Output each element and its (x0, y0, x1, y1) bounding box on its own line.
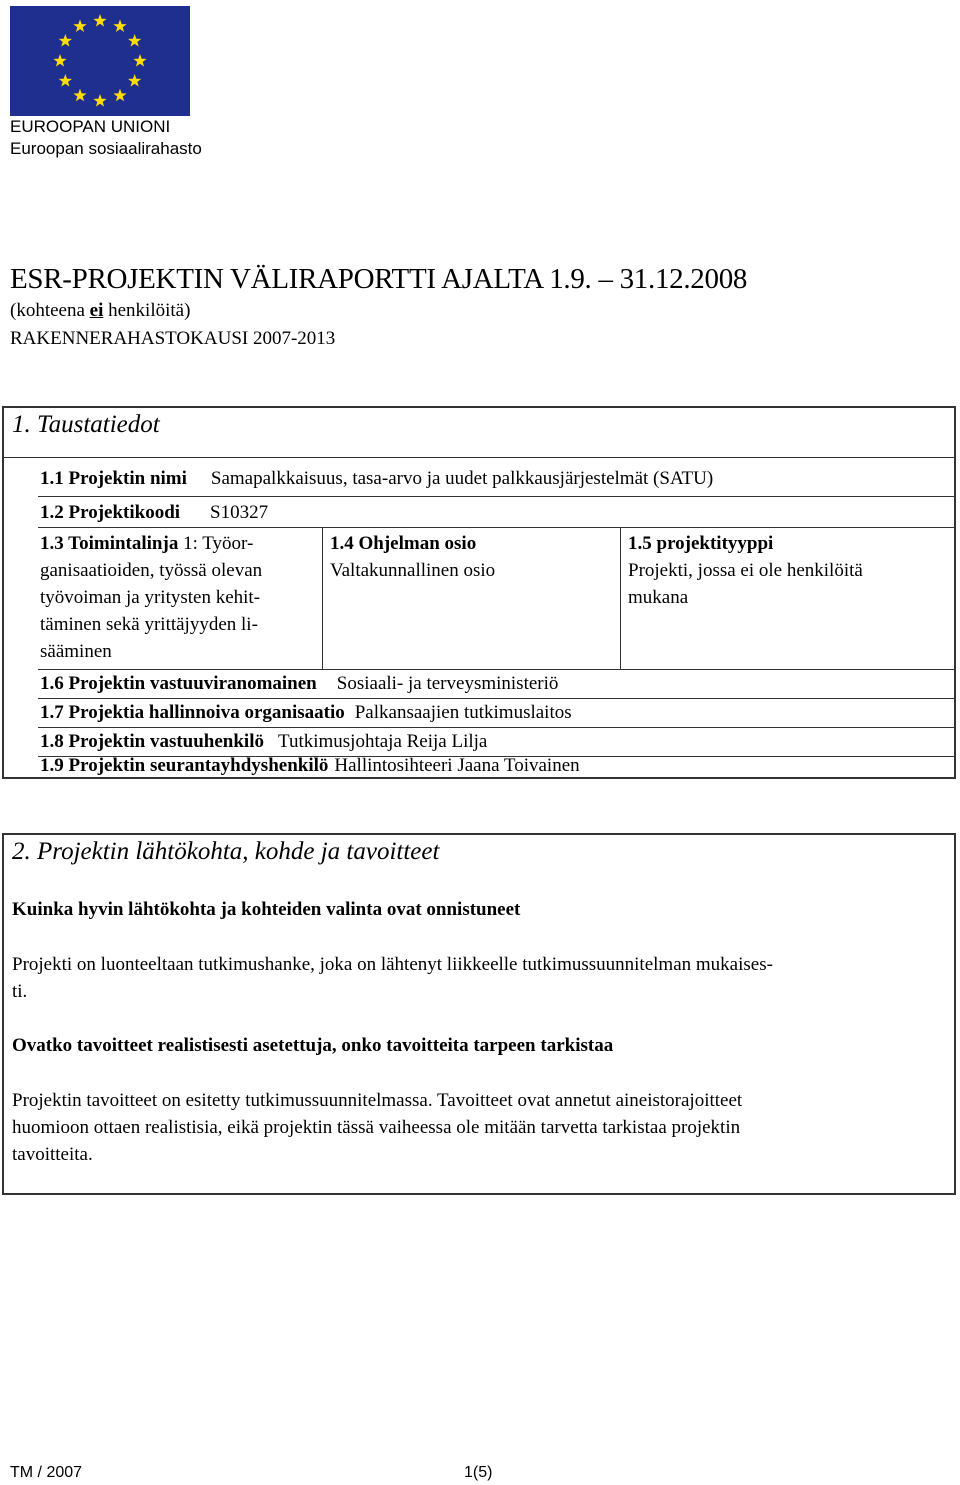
flag-star (73, 89, 86, 102)
answer-1 (12, 951, 773, 1005)
answer-2-line: tavoitteita. (12, 1144, 93, 1165)
answer-1-line: Projekti on luonteeltaan tutkimushanke, joka on lähtenyt liikkeelle tutkimussuunnitelman mukaises- (12, 954, 773, 975)
answer-1-line: ti. (12, 981, 28, 1002)
page-number: 1(5) (464, 1464, 493, 1481)
divider (38, 727, 954, 728)
report-title: ESR-PROJEKTIN VÄLIRAPORTTI AJALTA 1.9. – 31.12.2008 (10, 263, 748, 295)
authority-row (40, 671, 558, 697)
section1-heading: 1. Taustatiedot (12, 411, 160, 438)
project-type-cell (628, 530, 948, 611)
flag-star (113, 19, 126, 32)
starting-point-section (2, 833, 956, 1195)
priority-value: sääminen (40, 641, 112, 662)
question-2: Ovatko tavoitteet realistisesti asetettuja, onko tavoitteita tarpeen tarkistaa (12, 1035, 614, 1056)
divider (38, 527, 954, 528)
subtitle-pre: (kohteena (10, 300, 90, 321)
priority-label: 1.3 Toimintalinja (40, 533, 179, 554)
project-code-label: 1.2 Projektikoodi (40, 502, 181, 523)
project-type-value: mukana (628, 587, 689, 608)
subtitle-emphasis: ei (89, 300, 104, 321)
responsible-row (40, 729, 487, 755)
contact-value: Hallintosihteeri Jaana Toivainen (334, 755, 580, 776)
program-cell (330, 530, 614, 584)
esf-label: Euroopan sosiaalirahasto (10, 139, 202, 158)
priority-cell (40, 530, 318, 665)
report-subtitle (10, 300, 190, 322)
answer-2-line: Projektin tavoitteet on esitetty tutkimussuunnitelmassa. Tavoitteet ovat annetut aineistorajoitteet (12, 1090, 743, 1111)
flag-star (59, 34, 72, 47)
organisation-label: 1.7 Projektia hallinnoiva organisaatio (40, 702, 345, 723)
eu-union-label: EUROOPAN UNIONI (10, 117, 171, 136)
contact-row (40, 753, 580, 779)
project-code-row (40, 500, 268, 526)
eu-flag-icon (10, 6, 190, 116)
priority-value: ganisaatioiden, työssä olevan (40, 560, 263, 581)
flag-star (59, 74, 72, 87)
authority-label: 1.6 Projektin vastuuviranomainen (40, 673, 317, 694)
program-value: Valtakunnallinen osio (330, 560, 496, 581)
flag-star (133, 54, 146, 67)
flag-star (128, 34, 141, 47)
responsible-value: Tutkimusjohtaja Reija Lilja (278, 731, 488, 752)
contact-label: 1.9 Projektin seurantayhdyshenkilö (40, 755, 329, 776)
priority-value: täminen sekä yrittäjyyden li- (40, 614, 258, 635)
priority-value: 1: Työor- (183, 533, 254, 554)
priority-value: työvoiman ja yritysten kehit- (40, 587, 261, 608)
organisation-row (40, 700, 572, 726)
programme-period: RAKENNERAHASTOKAUSI 2007-2013 (10, 328, 336, 349)
program-label: 1.4 Ohjelman osio (330, 533, 477, 554)
flag-star (93, 94, 106, 107)
project-type-label: 1.5 projektityyppi (628, 533, 774, 554)
answer-2-line: huomioon ottaen realistisia, eikä projektin tässä vaiheessa ole mitään tarvetta tarkistaa projektin (12, 1117, 741, 1138)
divider (38, 669, 954, 670)
flag-star (73, 19, 86, 32)
answer-2 (12, 1087, 742, 1168)
authority-value: Sosiaali- ja terveysministeriö (336, 673, 559, 694)
flag-star (128, 74, 141, 87)
project-name-row (40, 466, 713, 492)
divider (38, 698, 954, 699)
question-1: Kuinka hyvin lähtökohta ja kohteiden valinta ovat onnistuneet (12, 899, 521, 920)
flag-star (93, 14, 106, 27)
project-name-value: Samapalkkaisuus, tasa-arvo ja uudet palkkausjärjestelmät (SATU) (210, 468, 714, 489)
divider (4, 457, 954, 458)
form-code: TM / 2007 (10, 1464, 83, 1481)
flag-star (113, 89, 126, 102)
background-info-section (2, 406, 956, 779)
project-name-label: 1.1 Projektin nimi (40, 468, 187, 489)
project-type-value: Projekti, jossa ei ole henkilöitä (628, 560, 863, 581)
subtitle-post: henkilöitä) (103, 300, 191, 321)
divider (38, 496, 954, 497)
flag-star (53, 54, 66, 67)
organisation-value: Palkansaajien tutkimuslaitos (354, 702, 572, 723)
responsible-label: 1.8 Projektin vastuuhenkilö (40, 731, 264, 752)
column-divider (620, 527, 621, 669)
project-code-value: S10327 (210, 502, 269, 523)
column-divider (322, 527, 323, 669)
section2-heading: 2. Projektin lähtökohta, kohde ja tavoitteet (12, 838, 440, 865)
